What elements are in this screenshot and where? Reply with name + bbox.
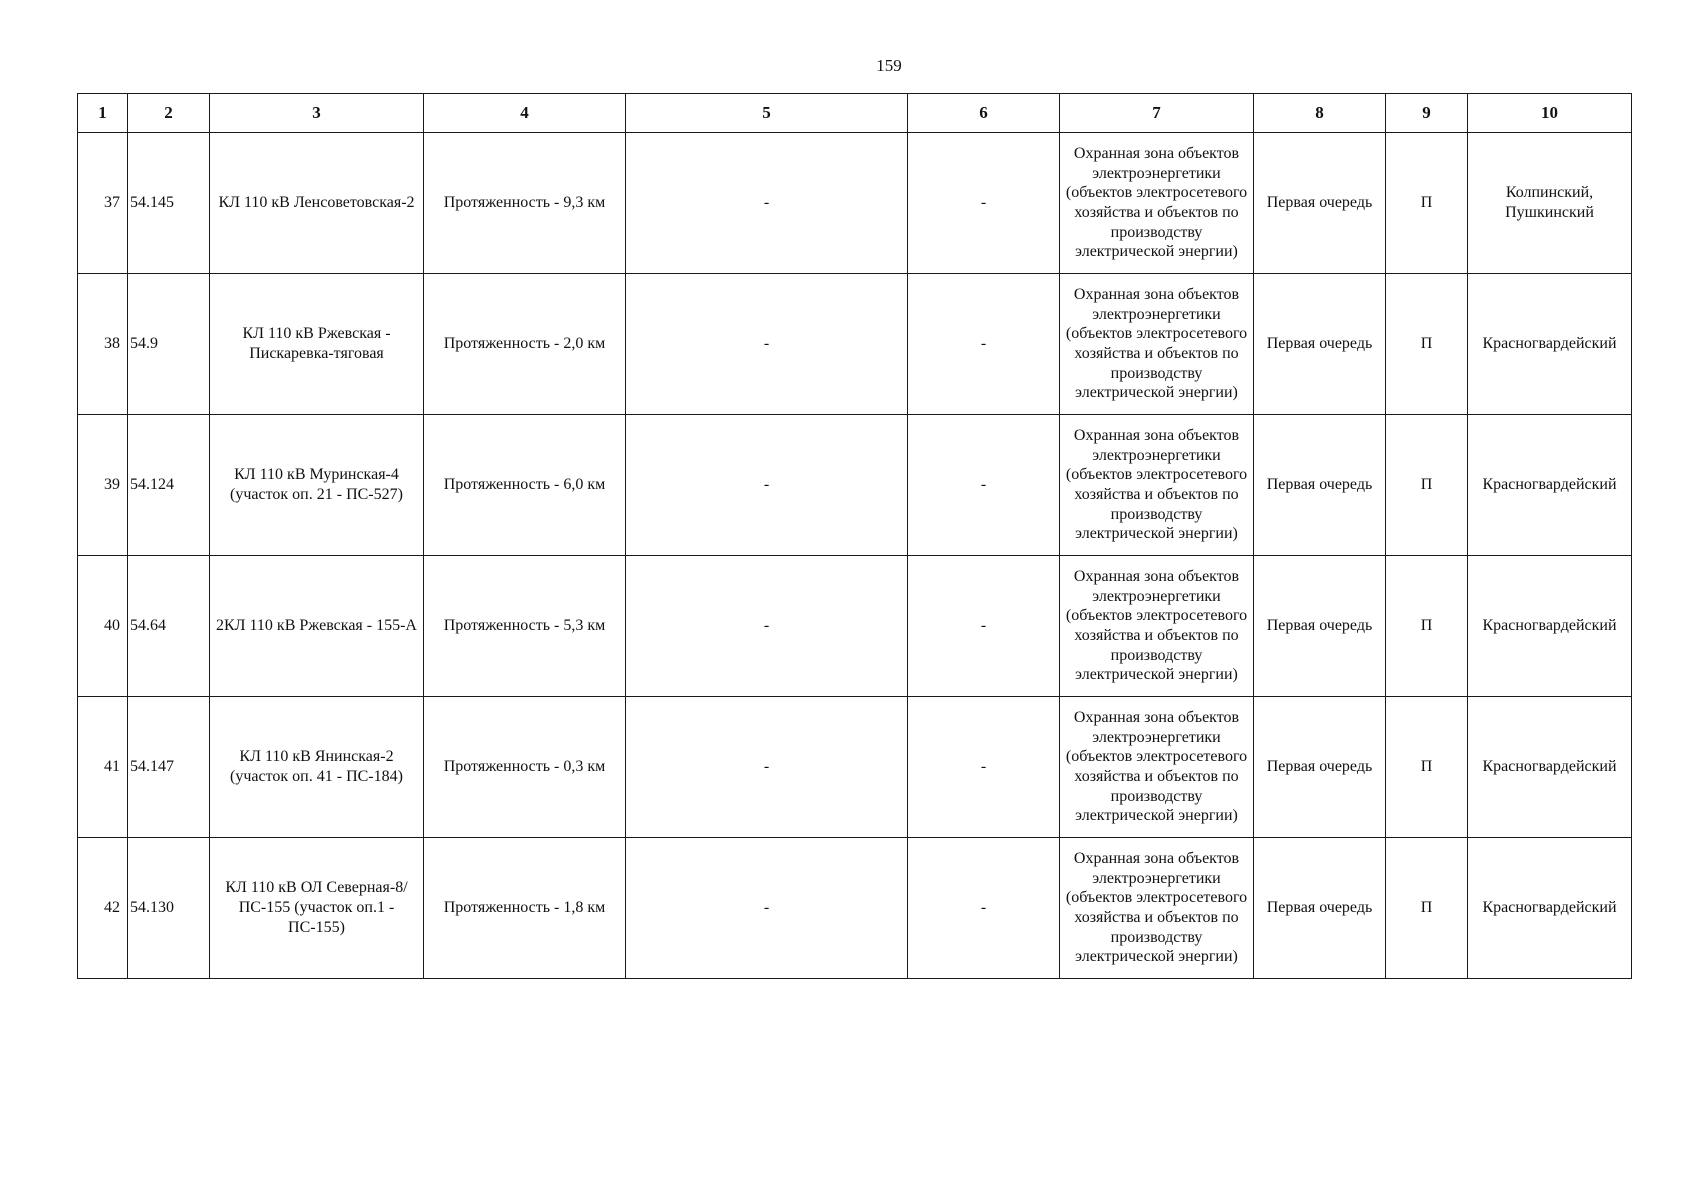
table-row <box>78 697 1632 838</box>
row-number: 41 <box>78 697 128 838</box>
table-row <box>78 133 1632 274</box>
column-5-value: - <box>626 556 908 697</box>
object-name: КЛ 110 кВ Ленсоветовская-2 <box>210 133 424 274</box>
column-5-value: - <box>626 697 908 838</box>
object-code: 54.145 <box>128 133 210 274</box>
object-length: Протяженность - 5,3 км <box>424 556 626 697</box>
column-header-6: 6 <box>908 94 1060 133</box>
district: Красногвардейский <box>1468 697 1632 838</box>
object-length: Протяженность - 6,0 км <box>424 415 626 556</box>
status-code: П <box>1386 415 1468 556</box>
column-6-value: - <box>908 133 1060 274</box>
object-length: Протяженность - 1,8 км <box>424 838 626 979</box>
row-number: 40 <box>78 556 128 697</box>
column-6-value: - <box>908 838 1060 979</box>
object-name: КЛ 110 кВ ОЛ Северная-8/ПС-155 (участок оп.1 - ПС-155) <box>210 838 424 979</box>
column-5-value: - <box>626 133 908 274</box>
object-name: КЛ 110 кВ Ржевская - Пискаревка-тяговая <box>210 274 424 415</box>
status-code: П <box>1386 697 1468 838</box>
protection-zone: Охранная зона объектов электроэнергетики (объектов электросетевого хозяйства и объектов по производству электрической энергии) <box>1060 133 1254 274</box>
column-6-value: - <box>908 697 1060 838</box>
column-5-value: - <box>626 415 908 556</box>
column-header-10: 10 <box>1468 94 1632 133</box>
district: Красногвардейский <box>1468 415 1632 556</box>
row-number: 39 <box>78 415 128 556</box>
row-number: 37 <box>78 133 128 274</box>
table-row <box>78 838 1632 979</box>
construction-stage: Первая очередь <box>1254 697 1386 838</box>
object-name: КЛ 110 кВ Муринская-4 (участок оп. 21 - ПС-527) <box>210 415 424 556</box>
column-header-4: 4 <box>424 94 626 133</box>
column-5-value: - <box>626 838 908 979</box>
construction-stage: Первая очередь <box>1254 556 1386 697</box>
object-length: Протяженность - 9,3 км <box>424 133 626 274</box>
column-6-value: - <box>908 415 1060 556</box>
column-header-5: 5 <box>626 94 908 133</box>
object-code: 54.130 <box>128 838 210 979</box>
object-length: Протяженность - 0,3 км <box>424 697 626 838</box>
row-number: 42 <box>78 838 128 979</box>
protection-zone: Охранная зона объектов электроэнергетики (объектов электросетевого хозяйства и объектов по производству электрической энергии) <box>1060 556 1254 697</box>
district: Красногвардейский <box>1468 556 1632 697</box>
object-code: 54.9 <box>128 274 210 415</box>
column-6-value: - <box>908 556 1060 697</box>
object-length: Протяженность - 2,0 км <box>424 274 626 415</box>
table-row <box>78 274 1632 415</box>
district: Колпинский, Пушкинский <box>1468 133 1632 274</box>
column-header-7: 7 <box>1060 94 1254 133</box>
status-code: П <box>1386 133 1468 274</box>
protection-zone: Охранная зона объектов электроэнергетики (объектов электросетевого хозяйства и объектов по производству электрической энергии) <box>1060 415 1254 556</box>
construction-stage: Первая очередь <box>1254 133 1386 274</box>
header-row <box>78 94 1632 133</box>
column-header-9: 9 <box>1386 94 1468 133</box>
table-row <box>78 556 1632 697</box>
column-header-3: 3 <box>210 94 424 133</box>
object-code: 54.147 <box>128 697 210 838</box>
page-number: 159 <box>876 56 902 75</box>
object-code: 54.124 <box>128 415 210 556</box>
object-code: 54.64 <box>128 556 210 697</box>
protection-zone: Охранная зона объектов электроэнергетики (объектов электросетевого хозяйства и объектов по производству электрической энергии) <box>1060 274 1254 415</box>
objects-table <box>77 93 1632 979</box>
column-header-1: 1 <box>78 94 128 133</box>
table-row <box>78 415 1632 556</box>
object-name: КЛ 110 кВ Янинская-2 (участок оп. 41 - ПС-184) <box>210 697 424 838</box>
column-header-8: 8 <box>1254 94 1386 133</box>
status-code: П <box>1386 838 1468 979</box>
row-number: 38 <box>78 274 128 415</box>
district: Красногвардейский <box>1468 274 1632 415</box>
status-code: П <box>1386 556 1468 697</box>
construction-stage: Первая очередь <box>1254 274 1386 415</box>
column-header-2: 2 <box>128 94 210 133</box>
column-5-value: - <box>626 274 908 415</box>
protection-zone: Охранная зона объектов электроэнергетики (объектов электросетевого хозяйства и объектов по производству электрической энергии) <box>1060 697 1254 838</box>
construction-stage: Первая очередь <box>1254 838 1386 979</box>
object-name: 2КЛ 110 кВ Ржевская - 155-А <box>210 556 424 697</box>
construction-stage: Первая очередь <box>1254 415 1386 556</box>
district: Красногвардейский <box>1468 838 1632 979</box>
column-6-value: - <box>908 274 1060 415</box>
status-code: П <box>1386 274 1468 415</box>
protection-zone: Охранная зона объектов электроэнергетики (объектов электросетевого хозяйства и объектов по производству электрической энергии) <box>1060 838 1254 979</box>
